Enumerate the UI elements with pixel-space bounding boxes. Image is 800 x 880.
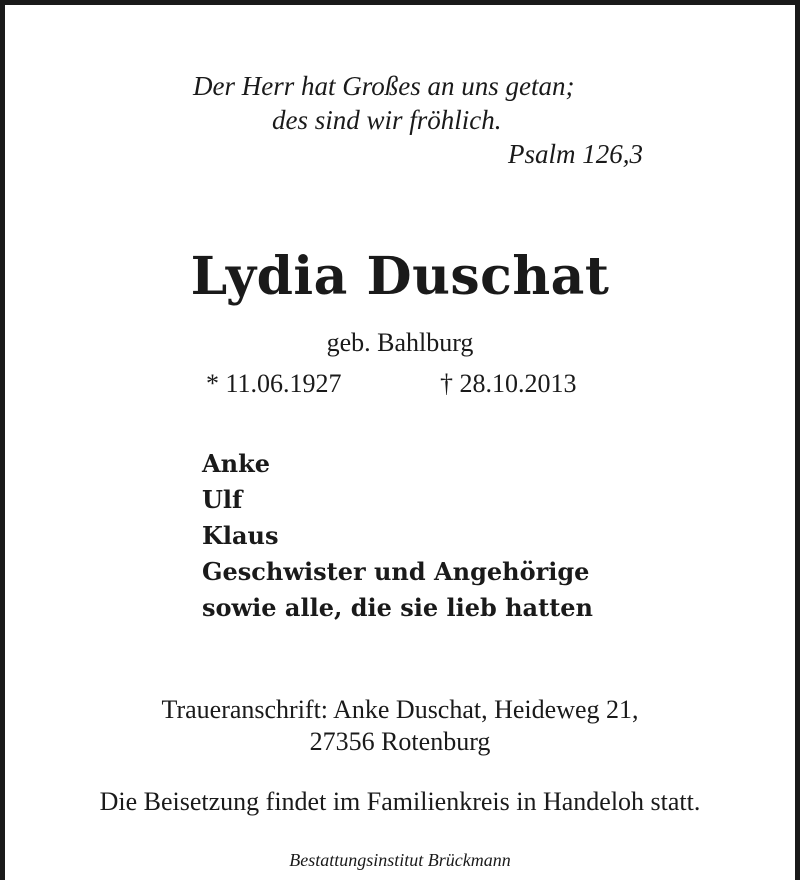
mourner-item: sowie alle, die sie lieb hatten [202, 593, 593, 622]
mourner-item: Geschwister und Angehörige [202, 557, 590, 586]
death-date: † 28.10.2013 [440, 369, 577, 398]
deceased-name: Lydia Duschat [190, 246, 610, 307]
mourner-item: Anke [202, 449, 270, 478]
birth-date: * 11.06.1927 [206, 369, 342, 398]
mourning-address-line-1: Traueranschrift: Anke Duschat, Heideweg 21, [161, 695, 639, 724]
undertaker-name: Bestattungsinstitut Brückmann [289, 850, 511, 870]
mourning-address-line-2: 27356 Rotenburg [309, 727, 491, 756]
mourner-item: Klaus [202, 521, 279, 550]
maiden-name: geb. Bahlburg [326, 328, 474, 357]
psalm-line-1: Der Herr hat Großes an uns getan; [193, 71, 575, 101]
psalm-reference: Psalm 126,3 [508, 139, 643, 169]
mourners-list [202, 446, 593, 626]
psalm-line-2: des sind wir fröhlich. [272, 105, 502, 135]
funeral-note: Die Beisetzung findet im Familienkreis in Handeloh statt. [99, 787, 701, 816]
mourner-item: Ulf [202, 485, 243, 514]
